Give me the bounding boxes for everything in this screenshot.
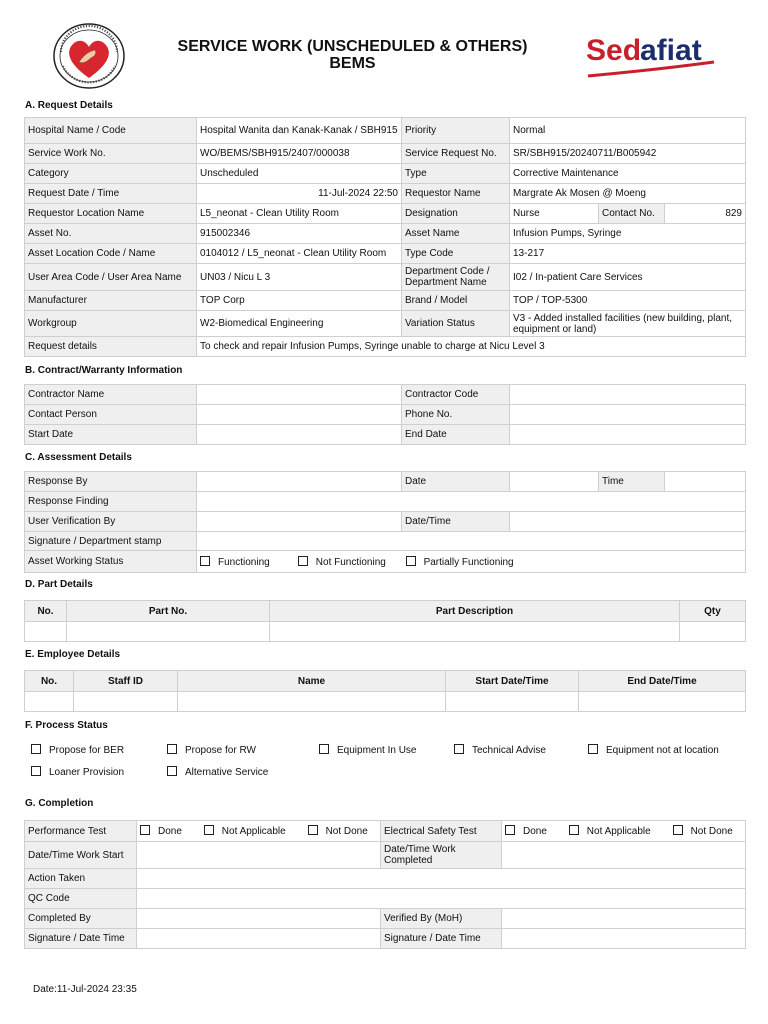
field-label: Category: [25, 164, 197, 184]
field-label: Signature / Date Time: [25, 929, 137, 949]
column-header: Start Date/Time: [446, 671, 579, 692]
document-title: [140, 38, 565, 72]
field-value: V3 - Added installed facilities (new building, plant, equipment or land): [510, 311, 746, 337]
status-option-functioning[interactable]: Functioning: [200, 556, 295, 568]
performance-test-options: [137, 821, 381, 842]
field-value: L5_neonat - Clean Utility Room: [197, 204, 402, 224]
title-line-2: BEMS: [329, 55, 376, 72]
title-line-1: SERVICE WORK (UNSCHEDULED & OTHERS): [177, 38, 528, 55]
table-row: [25, 692, 746, 712]
status-option-partially-functioning[interactable]: Partially Functioning: [406, 556, 514, 568]
performance-test-done[interactable]: Done: [140, 825, 201, 837]
field-label: Contact No.: [599, 204, 665, 224]
process-option-equipment-not-at-location[interactable]: Equipment not at location: [588, 744, 719, 756]
ministry-seal-logo: [51, 22, 127, 90]
table-row: [25, 472, 746, 492]
field-value: Hospital Wanita dan Kanak-Kanak / SBH915: [197, 118, 402, 144]
electrical-safety-test-options: [502, 821, 746, 842]
table-row: [25, 405, 746, 425]
table-cell: [270, 622, 680, 642]
table-cell: [446, 692, 579, 712]
user-verification-value: [197, 512, 402, 532]
contract-warranty-table: [24, 384, 746, 445]
field-value: [137, 909, 381, 929]
svg-text:afiat: afiat: [640, 34, 702, 67]
field-label: Contact Person: [25, 405, 197, 425]
field-label: Date/Time Work Start: [25, 842, 137, 869]
electrical-test-not-done[interactable]: Not Done: [673, 825, 733, 837]
process-option-propose-rw[interactable]: Propose for RW: [167, 744, 256, 756]
checkbox[interactable]: [31, 744, 41, 754]
field-value: 13-217: [510, 244, 746, 264]
field-label: Hospital Name / Code: [25, 118, 197, 144]
field-label: Brand / Model: [402, 291, 510, 311]
field-value: 0104012 / L5_neonat - Clean Utility Room: [197, 244, 402, 264]
column-header: No.: [25, 601, 67, 622]
field-label: Type: [402, 164, 510, 184]
process-option-alternative-service[interactable]: Alternative Service: [167, 766, 268, 778]
field-value: [137, 869, 746, 889]
field-label: Contractor Code: [402, 385, 510, 405]
document-header: [0, 0, 768, 95]
process-option-technical-advise[interactable]: Technical Advise: [454, 744, 546, 756]
field-value: [197, 385, 402, 405]
field-value: I02 / In-patient Care Services: [510, 264, 746, 291]
table-header-row: [25, 601, 746, 622]
request-details-table: [24, 117, 746, 357]
field-value: Nurse: [510, 204, 599, 224]
table-row: [25, 532, 746, 551]
print-date: Date:11-Jul-2024 23:35: [33, 984, 137, 995]
field-value: SR/SBH915/20240711/B005942: [510, 144, 746, 164]
field-label: Performance Test: [25, 821, 137, 842]
field-label: Date/Time: [402, 512, 510, 532]
table-row: [25, 909, 746, 929]
table-row: [25, 291, 746, 311]
table-row: [25, 224, 746, 244]
process-option-equipment-in-use[interactable]: Equipment In Use: [319, 744, 417, 756]
table-cell: [67, 622, 270, 642]
field-value: Unscheduled: [197, 164, 402, 184]
field-label: Phone No.: [402, 405, 510, 425]
column-header: Qty: [680, 601, 746, 622]
field-label: Time: [599, 472, 665, 492]
field-label: Variation Status: [402, 311, 510, 337]
process-option-propose-ber[interactable]: Propose for BER: [31, 744, 124, 756]
field-value: [510, 385, 746, 405]
table-row: [25, 244, 746, 264]
table-cell: [25, 622, 67, 642]
field-value: 829: [665, 204, 746, 224]
column-header: Part Description: [270, 601, 680, 622]
field-value: Corrective Maintenance: [510, 164, 746, 184]
checkbox[interactable]: [673, 825, 683, 835]
checkbox[interactable]: [31, 766, 41, 776]
field-value: [197, 425, 402, 445]
column-header: Staff ID: [74, 671, 178, 692]
field-value: Infusion Pumps, Syringe: [510, 224, 746, 244]
column-header: Part No.: [67, 601, 270, 622]
field-value: UN03 / Nicu L 3: [197, 264, 402, 291]
field-label: Response Finding: [25, 492, 197, 512]
date-time-value: [510, 512, 746, 532]
checkbox[interactable]: [140, 825, 150, 835]
process-option-loaner-provision[interactable]: Loaner Provision: [31, 766, 124, 778]
field-value: WO/BEMS/SBH915/2407/000038: [197, 144, 402, 164]
field-value: [197, 405, 402, 425]
field-value: [502, 909, 746, 929]
field-label: Verified By (MoH): [381, 909, 502, 929]
field-label: Request details: [25, 337, 197, 357]
section-a-title: A. Request Details: [25, 100, 113, 111]
table-row: [25, 622, 746, 642]
checkbox[interactable]: [454, 744, 464, 754]
checkbox[interactable]: [298, 556, 308, 566]
table-row: [25, 929, 746, 949]
field-value: [137, 842, 381, 869]
section-d-title: D. Part Details: [25, 579, 93, 590]
field-value: TOP / TOP-5300: [510, 291, 746, 311]
field-label: Date: [402, 472, 510, 492]
field-label: Service Work No.: [25, 144, 197, 164]
section-g-title: G. Completion: [25, 798, 94, 809]
table-row: [25, 889, 746, 909]
checkbox[interactable]: [505, 825, 515, 835]
checkbox[interactable]: [569, 825, 579, 835]
field-label: Manufacturer: [25, 291, 197, 311]
section-b-title: B. Contract/Warranty Information: [25, 365, 183, 376]
table-row: [25, 821, 746, 842]
checkbox[interactable]: [588, 744, 598, 754]
field-value: W2-Biomedical Engineering: [197, 311, 402, 337]
electrical-test-not-applicable[interactable]: Not Applicable: [569, 825, 670, 837]
part-details-table: [24, 600, 746, 642]
field-label: Asset Working Status: [25, 551, 197, 573]
table-cell: [74, 692, 178, 712]
section-c-title: C. Assessment Details: [25, 452, 132, 463]
field-label: Designation: [402, 204, 510, 224]
status-option-not-functioning[interactable]: Not Functioning: [298, 556, 403, 568]
field-value: [137, 929, 381, 949]
field-label: Completed By: [25, 909, 137, 929]
performance-test-not-applicable[interactable]: Not Applicable: [204, 825, 305, 837]
column-header: No.: [25, 671, 74, 692]
time-value: [665, 472, 746, 492]
table-row: [25, 512, 746, 532]
field-label: Signature / Department stamp: [25, 532, 197, 551]
field-label: Date/Time Work Completed: [381, 842, 502, 869]
table-row: [25, 311, 746, 337]
column-header: End Date/Time: [579, 671, 746, 692]
field-value: To check and repair Infusion Pumps, Syringe unable to charge at Nicu Level 3: [197, 337, 746, 357]
checkbox[interactable]: [167, 766, 177, 776]
date-value: [510, 472, 599, 492]
table-row: [25, 337, 746, 357]
table-cell: [579, 692, 746, 712]
field-label: Requestor Location Name: [25, 204, 197, 224]
sedafiat-logo: [584, 30, 718, 82]
field-label: Service Request No.: [402, 144, 510, 164]
table-cell: [178, 692, 446, 712]
field-value: [137, 889, 746, 909]
field-label: Electrical Safety Test: [381, 821, 502, 842]
field-label: Priority: [402, 118, 510, 144]
section-f-title: F. Process Status: [25, 720, 108, 731]
table-row: [25, 204, 746, 224]
field-value: [510, 425, 746, 445]
employee-details-table: [24, 670, 746, 712]
field-value: Normal: [510, 118, 746, 144]
field-label: QC Code: [25, 889, 137, 909]
table-header-row: [25, 671, 746, 692]
table-row: [25, 184, 746, 204]
table-row: [25, 264, 746, 291]
field-label: Request Date / Time: [25, 184, 197, 204]
checkbox[interactable]: [319, 744, 329, 754]
section-e-title: E. Employee Details: [25, 649, 121, 660]
table-row: [25, 118, 746, 144]
field-label: Asset Name: [402, 224, 510, 244]
assessment-details-table: [24, 471, 746, 573]
field-label: Asset Location Code / Name: [25, 244, 197, 264]
table-row: [25, 869, 746, 889]
field-label: User Verification By: [25, 512, 197, 532]
field-label: Action Taken: [25, 869, 137, 889]
table-row: [25, 551, 746, 573]
table-row: [25, 144, 746, 164]
column-header: Name: [178, 671, 446, 692]
checkbox[interactable]: [406, 556, 416, 566]
table-row: [25, 425, 746, 445]
field-label: Start Date: [25, 425, 197, 445]
table-cell: [25, 692, 74, 712]
field-label: Type Code: [402, 244, 510, 264]
field-value: [502, 842, 746, 869]
performance-test-not-done[interactable]: Not Done: [308, 825, 368, 837]
table-row: [25, 164, 746, 184]
completion-table: [24, 820, 746, 949]
field-label: End Date: [402, 425, 510, 445]
table-row: [25, 492, 746, 512]
response-by-value: [197, 472, 402, 492]
checkbox[interactable]: [167, 744, 177, 754]
checkbox[interactable]: [200, 556, 210, 566]
electrical-test-done[interactable]: Done: [505, 825, 566, 837]
svg-text:Sed: Sed: [586, 34, 642, 67]
field-label: Response By: [25, 472, 197, 492]
table-cell: [680, 622, 746, 642]
field-value: [510, 405, 746, 425]
table-row: [25, 385, 746, 405]
asset-working-status-options: [197, 551, 746, 573]
field-label: Department Code / Department Name: [402, 264, 510, 291]
field-value: 11-Jul-2024 22:50: [197, 184, 402, 204]
field-label: Asset No.: [25, 224, 197, 244]
signature-value: [197, 532, 746, 551]
field-label: Requestor Name: [402, 184, 510, 204]
checkbox[interactable]: [204, 825, 214, 835]
field-value: 915002346: [197, 224, 402, 244]
field-label: User Area Code / User Area Name: [25, 264, 197, 291]
table-row: [25, 842, 746, 869]
field-label: Contractor Name: [25, 385, 197, 405]
checkbox[interactable]: [308, 825, 318, 835]
field-value: Margrate Ak Mosen @ Moeng: [510, 184, 746, 204]
field-label: Workgroup: [25, 311, 197, 337]
field-label: Signature / Date Time: [381, 929, 502, 949]
response-finding-value: [197, 492, 746, 512]
field-value: TOP Corp: [197, 291, 402, 311]
field-value: [502, 929, 746, 949]
